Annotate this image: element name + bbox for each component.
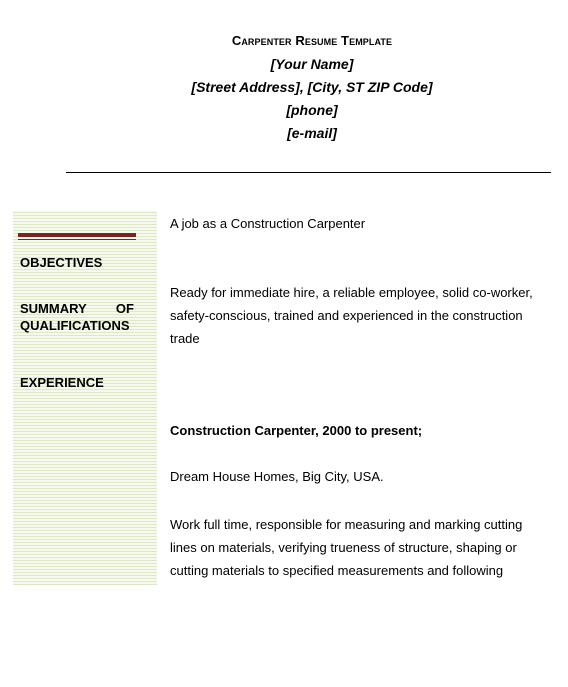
summary-text: Ready for immediate hire, a reliable employee, solid co-worker, safety-conscious, trained and experienced in the construction trade xyxy=(170,285,533,346)
header-divider xyxy=(66,172,551,173)
address-placeholder[interactable]: [Street Address], [City, ST ZIP Code] xyxy=(191,79,433,95)
objective-text: A job as a Construction Carpenter xyxy=(170,216,366,231)
summary-heading-line2: QUALIFICATIONS xyxy=(20,318,130,333)
name-placeholder[interactable]: [Your Name] xyxy=(270,56,354,72)
duties-text: Work full time, responsible for measuring and marking cutting lines on materials, verifying trueness of structure, shaping or cutting materials to specified measurements and following xyxy=(170,517,523,578)
sidebar-accent-line xyxy=(18,239,136,240)
summary-heading-line1: SUMMARY OF xyxy=(20,301,134,316)
objectives-heading: OBJECTIVES xyxy=(20,255,103,270)
experience-heading: EXPERIENCE xyxy=(20,375,104,390)
employer-text: Dream House Homes, Big City, USA. xyxy=(170,469,384,484)
email-placeholder[interactable]: [e-mail] xyxy=(287,125,337,141)
job-title: Construction Carpenter, 2000 to present; xyxy=(170,423,423,438)
document-title: Carpenter Resume Template xyxy=(231,33,393,48)
phone-placeholder[interactable]: [phone] xyxy=(286,102,338,118)
sidebar-accent-bar xyxy=(18,233,136,237)
